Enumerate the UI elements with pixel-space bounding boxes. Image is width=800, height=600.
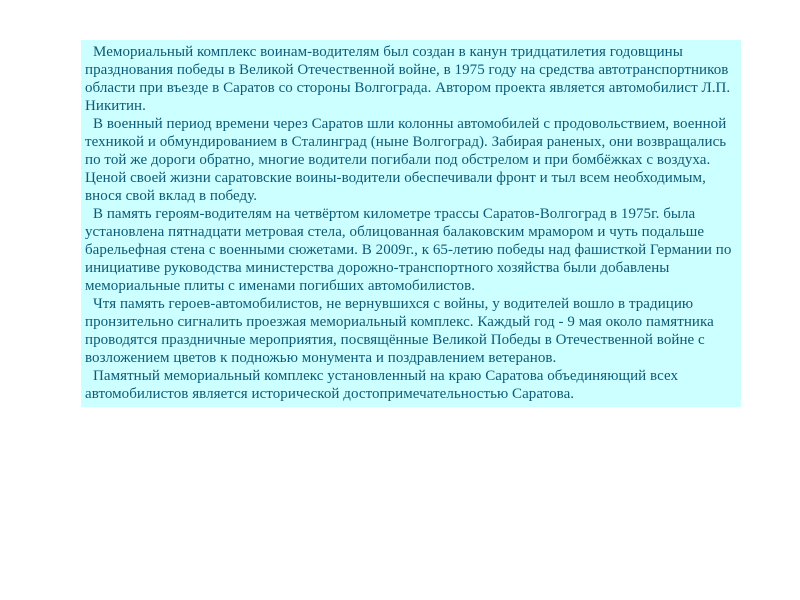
- paragraph-landmark: Памятный мемориальный комплекс установленный на краю Саратова объединяющий всех автомобилистов является исторической достопримечательностью Саратова.: [85, 368, 679, 402]
- paragraph-memorial-creation: Мемориальный комплекс воинам-водителям был создан в канун тридцатилетия годовщины празднования победы в Великой Отечественной войне, в 1975 году на средства автотранспортников области при въезде в Саратов со стороны Волгограда. Автором проекта является автомобилист Л.П. Никитин.: [85, 44, 731, 114]
- text-box: [81, 40, 741, 407]
- paragraph-honking-tradition: Чтя память героев-автомобилистов, не вернувшихся с войны, у водителей вошло в традицию пронзительно сигналить проезжая мемориальный комплекс. Каждый год - 9 мая около памятника проводятся праздничные мероприятия, посвящённые Великой Победы в Отечественной войне с возложением цветов к подножью монумента и поздравлением ветеранов.: [85, 296, 714, 366]
- paragraph-wartime-convoys: В военный период времени через Саратов шли колонны автомобилей с продовольствием, военной техникой и обмундированием в Сталинград (ныне Волгоград). Забирая раненых, они возвращались по той же дороги обратно, многие водители погибали под обстрелом и при бомбёжках с воздуха. Ценой своей жизни саратовские воины-водители обеспечивали фронт и тыл всем необходимым, внося свой вклад в победу.: [85, 116, 727, 204]
- paragraph-stele-and-plaques: В память героям-водителям на четвёртом километре трассы Саратов-Волгоград в 1975г. была установлена пятнадцати метровая стела, облицованная балаковским мрамором и чуть подальше барельефная стена с военными сюжетами. В 2009г., к 65-летию победы над фашисткой Германии по инициативе руководства министерства дорожно-транспортного хозяйства были добавлены мемориальные плиты с именами погибших автомобилистов.: [85, 206, 732, 294]
